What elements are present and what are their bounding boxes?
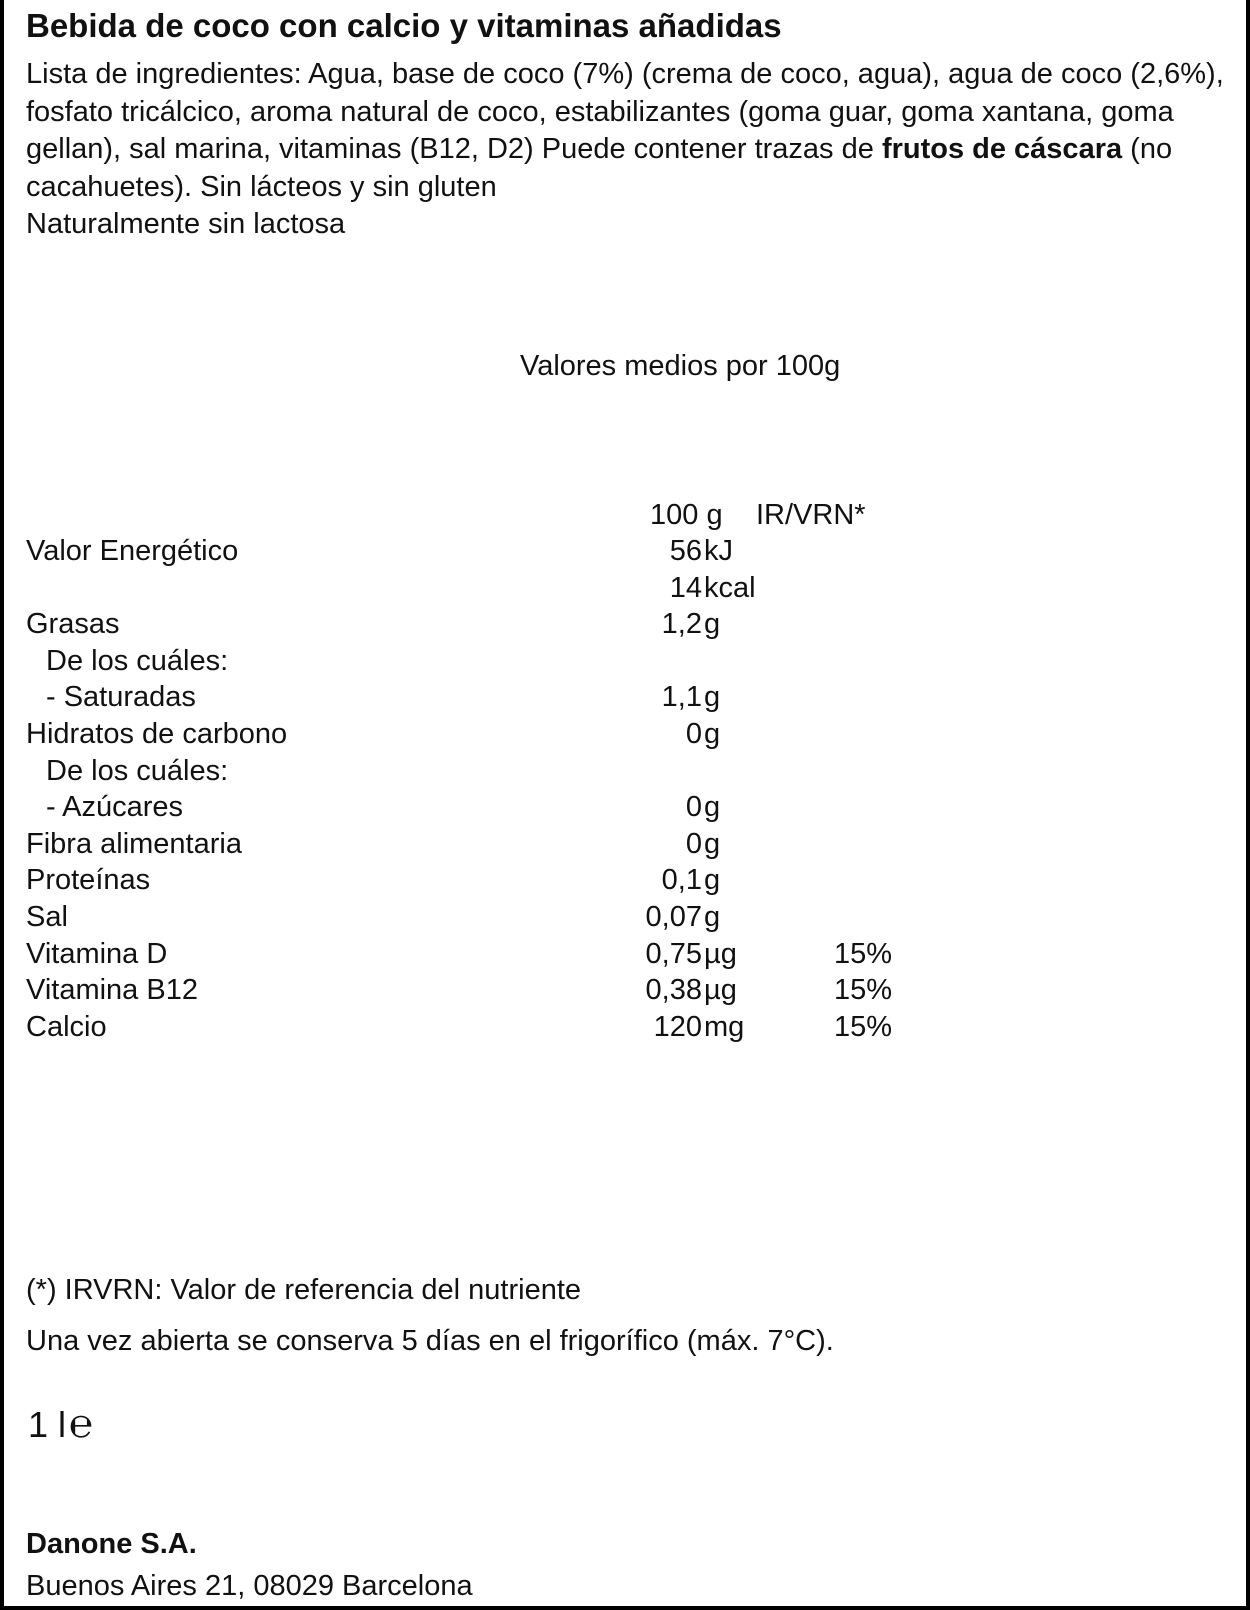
nutrient-unit: g bbox=[704, 681, 721, 714]
nutrient-value: 0,1 bbox=[661, 864, 702, 897]
nutrient-label: Hidratos de carbono bbox=[26, 718, 288, 750]
storage-instructions: Una vez abierta se conserva 5 días en el frigorífico (máx. 7°C). bbox=[26, 1325, 834, 1357]
nutrient-value: 0 bbox=[685, 827, 702, 860]
nutrient-value: 0 bbox=[685, 791, 702, 824]
nutrient-unit: g bbox=[704, 901, 721, 933]
volume-text: 1 l bbox=[28, 1404, 67, 1445]
nutrient-unit: mg bbox=[704, 1010, 745, 1043]
column-header-amount: 100 g bbox=[650, 499, 723, 531]
footnote: (*) IRVRN: Valor de referencia del nutriente bbox=[26, 1274, 582, 1306]
nutrient-value: 14 bbox=[669, 571, 702, 604]
nutrient-label: De los cuáles: bbox=[46, 754, 229, 787]
column-header-reference: IR/VRN* bbox=[756, 499, 866, 531]
ingredients-list bbox=[26, 56, 1226, 244]
nutrient-label: Vitamina B12 bbox=[26, 974, 198, 1007]
nutrient-value: 1,2 bbox=[661, 608, 702, 641]
nutrient-label: Vitamina D bbox=[26, 937, 168, 970]
nutrient-value: 0 bbox=[685, 718, 702, 750]
nutrient-reference-percent: 15% bbox=[834, 937, 893, 970]
nutrient-label: Grasas bbox=[26, 608, 120, 641]
nutrient-value: 0,07 bbox=[645, 901, 702, 933]
nutrient-unit: µg bbox=[704, 974, 737, 1007]
company-name: Danone S.A. bbox=[26, 1528, 197, 1560]
nutrient-value: 56 bbox=[669, 535, 702, 567]
nutrient-label: Proteínas bbox=[26, 864, 151, 897]
nutrient-reference-percent: 15% bbox=[834, 974, 893, 1007]
nutrient-value: 1,1 bbox=[661, 681, 702, 714]
company-address: Buenos Aires 21, 08029 Barcelona bbox=[26, 1570, 473, 1602]
nutrient-label: Fibra alimentaria bbox=[26, 827, 242, 860]
nutrient-label: Calcio bbox=[26, 1010, 107, 1043]
estimate-sign-icon: ℮ bbox=[69, 1402, 94, 1446]
nutrient-label: - Azúcares bbox=[46, 791, 183, 824]
ingredients-text: Lista de ingredientes: Agua, base de coco (7%) (crema de coco, agua), agua de coco (2,6%), fosfato tricálcico, aroma natural de coco, estabilizantes (goma guar, goma xantana, goma gellan), sal marina, vitaminas (B12, D2) Puede contener trazas de bbox=[26, 58, 1224, 165]
nutrient-label: De los cuáles: bbox=[46, 644, 229, 677]
nutrient-value: 0,38 bbox=[645, 974, 702, 1007]
net-volume bbox=[28, 1402, 94, 1446]
nutrient-value: 0,75 bbox=[645, 937, 702, 970]
nutrient-unit: kcal bbox=[704, 571, 756, 604]
product-title: Bebida de coco con calcio y vitaminas añadidas bbox=[26, 7, 782, 44]
nutrient-unit: kJ bbox=[704, 535, 733, 567]
nutrient-unit: g bbox=[704, 864, 721, 897]
allergen-highlight: frutos de cáscara bbox=[881, 133, 1123, 165]
ingredients-text-end: (no cacahuetes). Sin lácteos y sin gluten bbox=[26, 133, 1173, 203]
nutrient-unit: g bbox=[704, 718, 721, 750]
nutrient-reference-percent: 15% bbox=[834, 1010, 893, 1043]
nutrient-unit: g bbox=[704, 608, 721, 641]
lactose-note: Naturalmente sin lactosa bbox=[26, 208, 346, 240]
nutrient-unit: g bbox=[704, 791, 721, 824]
nutrient-unit: g bbox=[704, 827, 721, 860]
nutrient-unit: µg bbox=[704, 937, 737, 970]
nutrient-label: - Saturadas bbox=[46, 681, 196, 714]
nutrient-label: Sal bbox=[26, 901, 68, 933]
nutrient-value: 120 bbox=[653, 1010, 702, 1043]
nutrient-label: Valor Energético bbox=[26, 535, 239, 567]
nutrition-heading: Valores medios por 100g bbox=[520, 350, 841, 382]
